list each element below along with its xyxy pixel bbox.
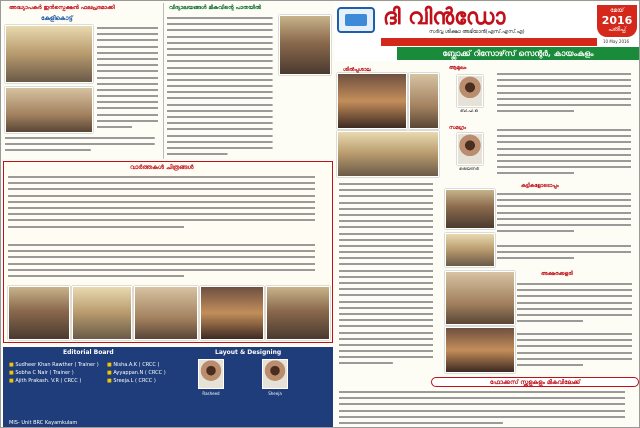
mid-body [339, 181, 437, 373]
top-left-body-bottom [5, 135, 161, 159]
classroom-photo [5, 87, 93, 133]
students-photo [5, 25, 93, 83]
designer-2-name: Sheeja [268, 391, 282, 396]
news-box-heading: വാർത്തകൾ ചിത്രങ്ങൾ [130, 164, 194, 171]
portrait-2 [457, 133, 483, 165]
members-left [9, 361, 99, 385]
news-box-body-2 [8, 242, 328, 282]
activity-photo-3 [445, 271, 515, 325]
mid-top-heading: ശിൽപ്പശാല [343, 67, 371, 73]
news-box-body [8, 174, 328, 230]
news-box [3, 161, 333, 343]
tagline: സർവ്വ ശിക്ഷാ അഭിയാൻ(എസ്.എസ്.എ) [429, 29, 525, 35]
masthead [335, 3, 639, 61]
activity-photo-4 [445, 327, 515, 373]
right-body-4 [497, 243, 637, 267]
tv-logo-icon [337, 7, 375, 33]
member: ■ Ayyappan.N ( CRCC ) [107, 369, 166, 377]
newsletter-title: ദി വിൻഡോ [383, 4, 506, 30]
top-left-sub: കേളികൊട്ട് [41, 15, 73, 22]
portrait-1 [457, 75, 483, 107]
designer-1 [189, 359, 233, 396]
news-photo-3 [134, 286, 198, 340]
right-section-4: അക്ഷരക്കളരി [541, 271, 573, 277]
column-divider [163, 3, 164, 159]
designer-2-photo [262, 359, 288, 389]
member: ■ Sudheer Khan Rawther ( Trainer ) [9, 361, 99, 369]
activity-photo-1 [445, 189, 495, 229]
member: ■ Sobha C Nair ( Trainer ) [9, 369, 99, 377]
news-photo-5 [266, 286, 330, 340]
news-photo-2 [72, 286, 132, 340]
portrait-1-caption: ബി.പി.ഒ [460, 109, 478, 114]
designer-2 [253, 359, 297, 396]
editorial-board [3, 347, 333, 427]
right-body-2 [497, 127, 637, 177]
member: ■ Ajith Prakash. V.R ( CRCC ) [9, 377, 99, 385]
top-mid-heading: വിദ്യാലയങ്ങൾ മികവിന്റെ പാതയിൽ [169, 5, 261, 11]
event-photo [279, 15, 331, 75]
issue-date: 10 May 2016 [603, 39, 630, 44]
right-section-1: ആമുഖം [449, 65, 467, 71]
brc-bar: ബ്ലോക്ക് റിസോഴ്‌സ് സെന്റർ, കായംകുളം [397, 47, 639, 60]
top-left-body [97, 25, 161, 133]
focus-schools-banner: ഫോക്കസ് സ്കൂളുകളും മികവിലേക്ക് [431, 377, 639, 387]
activity-photo-2 [445, 233, 495, 267]
top-left-heading: അദ്ധ്യാപകർ ഇൻസ്പെക്ഷൻ ഫലപ്രദമാക്കി [9, 5, 115, 11]
news-photo-4 [200, 286, 264, 340]
right-body-6 [517, 331, 637, 373]
issue-month: മേയ് [610, 7, 624, 14]
issue-kind: പതിപ്പ് [608, 26, 626, 33]
right-section-2: സമഗ്രം [449, 125, 467, 131]
designer-1-name: Rasheed [202, 391, 220, 396]
bottom-right-body [339, 389, 637, 427]
footer: MIS- Unit BRC Kayamkulam [3, 419, 333, 427]
member: ■ Sreeja.L ( CRCC ) [107, 377, 166, 385]
ceremony-photo-3 [337, 131, 439, 177]
member: ■ Nisha.A.K ( CRCC ) [107, 361, 166, 369]
news-photo-1 [8, 286, 70, 340]
design-heading: Layout & Designing [215, 349, 282, 356]
right-section-3: കുട്ടികളോടൊപ്പം [521, 183, 559, 189]
ceremony-photo-1 [337, 73, 407, 129]
issue-year: 2016 [601, 14, 633, 27]
right-body-3 [497, 191, 637, 239]
editorial-heading: Editorial Board [63, 349, 114, 356]
right-body-1 [497, 71, 637, 119]
members-right [107, 361, 166, 385]
top-mid-body [167, 15, 277, 159]
masthead-tagline-bar [381, 38, 597, 46]
designer-1-photo [198, 359, 224, 389]
portrait-2-caption: ട്രെയിനർ [459, 167, 479, 172]
right-body-5 [517, 281, 637, 327]
ceremony-photo-2 [409, 73, 439, 129]
issue-badge [597, 5, 637, 37]
